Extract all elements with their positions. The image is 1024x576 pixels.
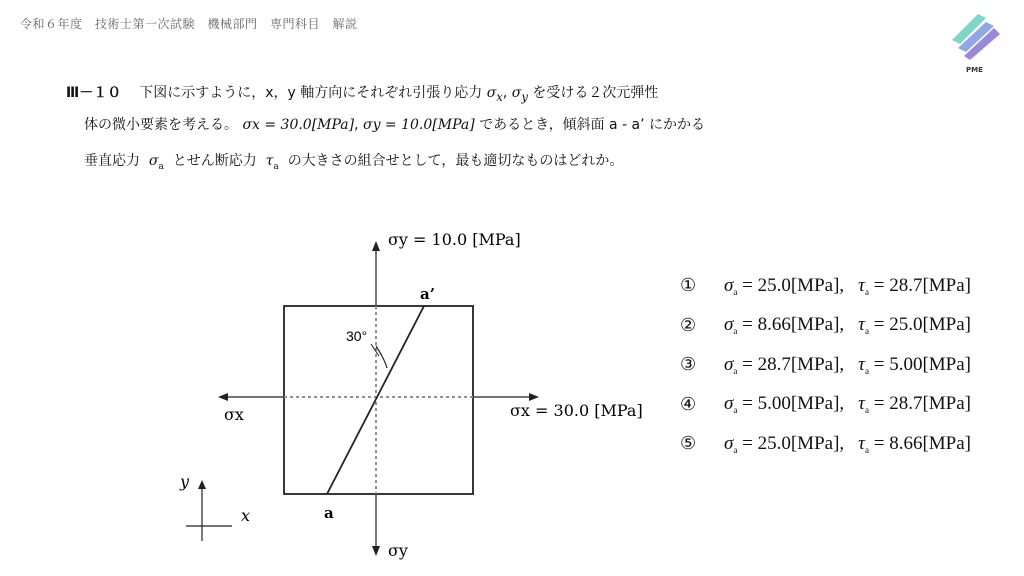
question-text-3a: 垂直応力 (84, 153, 140, 169)
arrow-down-icon (372, 546, 380, 556)
coord-y-arrow-icon (198, 480, 206, 489)
choice-sigma: $\sigma_a = 25.0[MPa]$, (724, 432, 845, 455)
question-text-3c: の大きさの組合せとして，最も適切なものはどれか。 (287, 153, 624, 169)
choice-tau: $\tau_a = 28.7[MPa]$ (858, 393, 971, 416)
element-square (284, 306, 473, 494)
choice-item[interactable] (680, 385, 985, 425)
sigma-x-symbol: $\sigma_x$ (482, 85, 503, 104)
arrow-left-icon (218, 393, 228, 401)
sigma-y-top-label: σy = 10.0 [MPa] (388, 230, 521, 249)
choice-sigma: $\sigma_a = 8.66[MPa]$, (724, 314, 845, 337)
angle-arc (376, 346, 387, 368)
sigma-y-symbol: $\sigma_y$ (511, 85, 528, 104)
sigma-y-value: σy = 10.0[MPa] (363, 117, 475, 133)
question-text-1b: を受ける２次元弾性 (532, 85, 659, 101)
sigma-x-right-label: σx = 30.0 [MPa] (510, 401, 643, 420)
choice-tau: $\tau_a = 25.0[MPa]$ (858, 314, 971, 337)
angle-label: 30° (346, 328, 368, 344)
page-header: 令和６年度 技術士第一次試験 機械部門 専門科目 解説 (20, 17, 358, 31)
choice-sigma: $\sigma_a = 5.00[MPa]$, (724, 393, 845, 416)
question-text-1a: 下図に示すように，x，y 軸方向にそれぞれ引張り応力 (139, 85, 483, 101)
point-a-label: a (324, 504, 334, 522)
logo-text: PME (966, 66, 983, 74)
choice-item[interactable] (680, 306, 985, 346)
question-text-2b: であるとき，傾斜面 a - a’ にかかる (479, 117, 706, 133)
choice-number: ① (680, 275, 697, 297)
choice-number: ⑤ (680, 433, 697, 455)
sigma-a-symbol: $\sigma_a$ (144, 153, 164, 172)
arrow-right-icon (529, 393, 539, 401)
question-line-2: 体の微小要素を考える。 σx = 30.0[MPa], σy = 10.0[MPa] であるとき，傾斜面 a - a’ にかかる (84, 117, 706, 133)
choice-tau: $\tau_a = 5.00[MPa]$ (858, 353, 971, 376)
question-number: Ⅲ－１０ (66, 85, 122, 101)
choice-number: ④ (680, 393, 697, 415)
choice-item[interactable] (680, 345, 985, 385)
choice-number: ③ (680, 354, 697, 376)
tau-a-symbol: $\tau_a$ (261, 153, 279, 172)
answer-choices (680, 266, 985, 464)
choice-item[interactable] (680, 266, 985, 306)
coord-y-label: y (180, 472, 190, 491)
choice-number: ② (680, 314, 697, 336)
coord-x-label: x (241, 506, 251, 525)
question-text-3b: とせん断応力 (172, 153, 257, 169)
choice-sigma: $\sigma_a = 28.7[MPa]$, (724, 353, 845, 376)
choice-item[interactable] (680, 424, 985, 464)
question-line-1: Ⅲ－１０ 下図に示すように，x，y 軸方向にそれぞれ引張り応力 $\sigma_x$, $\sigma_y$ を受ける２次元弾性 (66, 85, 659, 104)
sigma-x-value: σx = 30.0[MPa] (242, 117, 355, 133)
question-text-2a: 体の微小要素を考える。 (84, 117, 238, 133)
sigma-y-bottom-label: σy (388, 541, 408, 560)
choice-tau: $\tau_a = 28.7[MPa]$ (858, 274, 971, 297)
point-a-prime-label: a’ (420, 285, 435, 303)
choice-tau: $\tau_a = 8.66[MPa]$ (858, 432, 971, 455)
sigma-x-left-label: σx (224, 405, 244, 424)
arrow-up-icon (372, 241, 380, 251)
choice-sigma: $\sigma_a = 25.0[MPa]$, (724, 274, 845, 297)
